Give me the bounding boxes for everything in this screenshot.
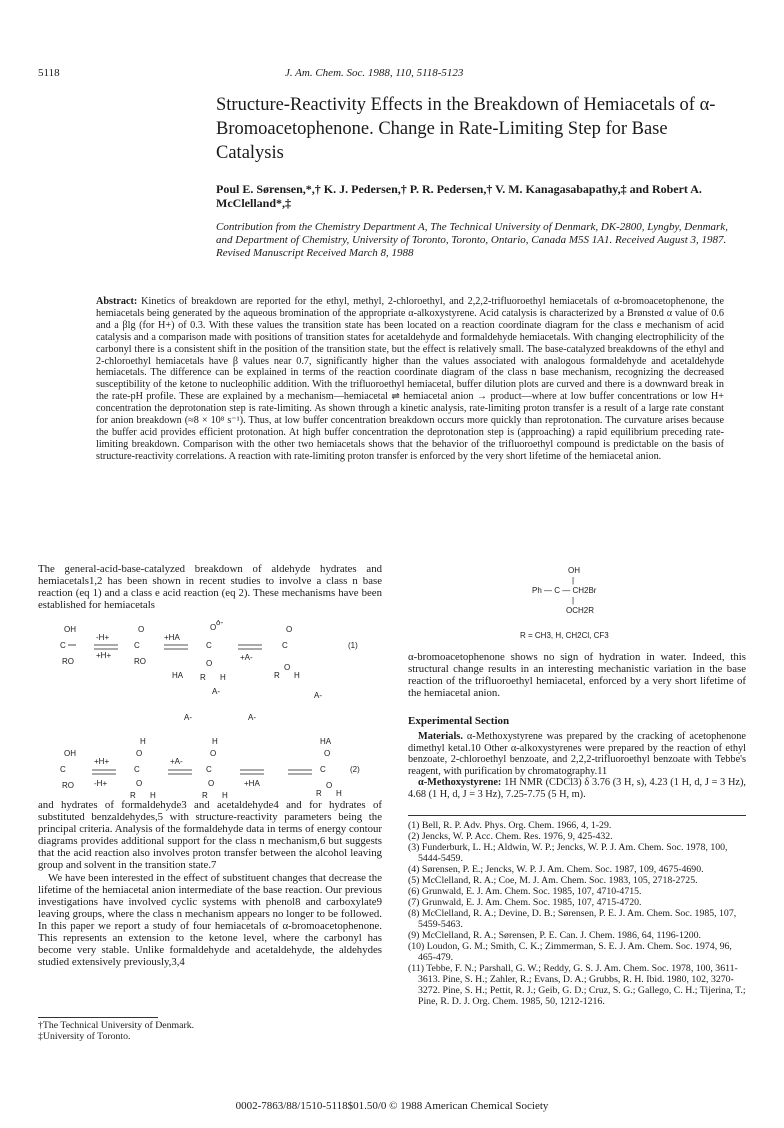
scheme-carbon: C	[320, 765, 326, 774]
section-heading: Experimental Section	[408, 715, 510, 727]
intro-paragraph: The general-acid-base-catalyzed breakdown of aldehyde hydrates and hemiacetals1,2 has been shown in recent studies to involve a class n base reaction (eq 1) and a class e acid reaction (eq 2). These mechanisms have been established for hemiacetals	[38, 563, 382, 612]
scheme-a-minus: A-	[314, 691, 322, 700]
scheme-o: O	[206, 659, 213, 668]
copyright-footer: 0002-7863/88/1510-5118$01.50/0 © 1988 American Chemical Society	[235, 1100, 549, 1112]
article-title: Structure-Reactivity Effects in the Breakdown of Hemiacetals of α-Bromoacetophenone. Change in Rate-Limiting Step for Base Catalysis	[216, 95, 716, 163]
abstract-label: Abstract:	[96, 296, 138, 307]
scheme-o: O	[136, 749, 143, 758]
scheme-o: O	[208, 779, 215, 788]
scheme-o: O	[136, 779, 143, 788]
materials-text: α-Methoxystyrene was prepared by the cracking of acetophenone dimethyl ketal.10 Other α-alkoxystyrenes were prepared by the reaction of ethyl benzoate, 2-chloroethyl benzoate, and 2,2,2-trifluoroethyl benzoate with Tebbe's reagent, with purification by chromatography.11	[408, 731, 746, 777]
structure-oh: OH	[568, 566, 580, 575]
scheme-r: R	[200, 673, 206, 682]
scheme-r: R	[316, 789, 322, 798]
scheme-ro: RO	[134, 657, 146, 666]
scheme-r: R	[202, 791, 208, 800]
scheme-delta: δ-	[216, 620, 224, 627]
scheme-o: O	[138, 625, 145, 634]
scheme-a-minus: A-	[184, 713, 192, 722]
footnote-rule	[38, 1017, 158, 1018]
references-rule	[408, 815, 746, 816]
scheme-plus-h: +H+	[96, 651, 112, 660]
scheme-carbon: C	[134, 641, 140, 650]
right-paragraph: α-bromoacetophenone shows no sign of hydration in water. Indeed, this structural change results in an interesting mechanistic variation in the base reaction of the trifluoroethyl hemiacetal, enforced by a very short lifetime of the hemiacetal anion.	[408, 651, 746, 700]
experimental-body	[408, 731, 746, 800]
scheme-o: O	[210, 623, 217, 632]
scheme-h: H	[150, 791, 156, 800]
scheme-a-minus: A-	[248, 713, 256, 722]
scheme-minus-h: -H+	[94, 779, 108, 788]
structure-line: Ph — C — CH2Br	[532, 586, 597, 595]
scheme-h: H	[212, 737, 218, 746]
materials-label: Materials.	[418, 731, 463, 742]
scheme-plus-a: +A-	[170, 757, 183, 766]
author-list: Poul E. Sørensen,*,† K. J. Pedersen,† P. R. Pedersen,† V. M. Kanagasabapathy,‡ and Robert A. McClelland*,‡	[216, 182, 702, 210]
scheme-o: O	[326, 781, 333, 790]
reference-item: (7) Grunwald, E. J. Am. Chem. Soc. 1985, 107, 4715-4720.	[408, 897, 642, 908]
hemiacetal-structure	[532, 566, 652, 616]
footnote: ‡University of Toronto.	[38, 1031, 131, 1042]
scheme-carbon: C	[60, 765, 66, 774]
scheme-oh: OH	[64, 625, 76, 634]
structure-och2r: OCH2R	[566, 606, 595, 615]
scheme-plus-ha: +HA	[244, 779, 260, 788]
abstract-text: Kinetics of breakdown are reported for the ethyl, methyl, 2-chloroethyl, and 2,2,2-trifluoroethyl hemiacetals of α-bromoacetophenone, the hemiacetals being generated by the aqueous bromination of the appropriate α-alkoxystyrene. Acid catalysis is characterized by a Brønsted α value of 0.6 and a βlg (for H+) of 0.3. With these values the transition state has been located on a reaction coordinate diagram for the class e mechanism of acid catalysis and a comparison made with positions of transition states for acetaldehyde and formaldehyde hemiacetals. With changing electrophilicity of the carbonyl there is a consistent shift in the position of the transition state, but the effect is relatively small. The base-catalyzed breakdowns of the ethyl and 2-chloroethyl hemiacetals have β values near 0.7, significantly higher than the values associated with analogous formaldehyde and acetaldehyde hemiacetals. The difference can be explained in terms of the reaction coordinate diagram of the class n base mechanism, recognizing the decreased susceptibility of the ketone to nucleophilic addition. With the trifluoroethyl hemiacetal, buffer dilution plots are curved and there is a downward break in the rate-pH profile. These are explained by a mechanism—hemiacetal ⇌ hemiacetal anion → product—where at low buffer concentrations or low H+ concentration the deprotonation step is rate-limiting. As shown through a kinetic analysis, rate-limiting proton transfer is a result of a large rate constant for anion breakdown (≈8 × 10⁸ s⁻¹). Thus, at low buffer concentration breakdown occurs more quickly than reprotonation. The curvature arises because the buffer acid provides efficient protonation. At high buffer concentration the deprotonation step is (approaching) a rapid equilibrium preceding rate-limiting breakdown. Comparison with the other two hemiacetals shows that the behavior of the trifluoroethyl compound is predictable on the basis of structure-reactivity correlations. A reaction with rate-limiting proton transfer is enforced by the very short lifetime of the hemiacetal anion.	[96, 296, 724, 462]
reference-item: (2) Jencks, W. P. Acc. Chem. Res. 1976, 9, 425-432.	[408, 831, 613, 842]
bond: |	[572, 576, 575, 585]
scheme-o: O	[324, 749, 331, 758]
reference-item: (8) McClelland, R. A.; Devine, D. B.; Sørensen, P. E. J. Am. Chem. Soc. 1985, 107, 5459-5463.	[408, 908, 737, 930]
scheme-h: H	[140, 737, 146, 746]
left-body	[38, 799, 382, 968]
reference-item: (6) Grunwald, E. J. Am. Chem. Soc. 1985, 107, 4710-4715.	[408, 886, 642, 897]
scheme-ro: RO	[62, 657, 74, 666]
nmr-label: α-Methoxystyrene:	[418, 777, 502, 788]
scheme-a-minus: A-	[212, 687, 220, 696]
scheme-o: O	[284, 663, 291, 672]
reference-item: (9) McClelland, R. A.; Sørensen, P. E. Can. J. Chem. 1986, 64, 1196-1200.	[408, 930, 701, 941]
scheme-ha: HA	[320, 737, 332, 746]
scheme-h: H	[336, 789, 342, 798]
footnote: †The Technical University of Denmark.	[38, 1020, 195, 1031]
scheme-h: H	[222, 791, 228, 800]
scheme-r: R	[274, 671, 280, 680]
scheme-r: R	[130, 791, 136, 800]
reference-item: (1) Bell, R. P. Adv. Phys. Org. Chem. 1966, 4, 1-29.	[408, 820, 612, 831]
materials-paragraph	[408, 731, 746, 777]
affiliation-footnotes	[38, 1020, 382, 1042]
body-paragraph: We have been interested in the effect of substituent changes that decrease the lifetime of the hemiacetal anion intermediate of the base reaction. Our previous investigations have involved cyclic systems with phenol8 and carboxylate9 leaving groups, where the class n mechanism appears no longer to be followed. In this paper we report a study of four hemiacetals of α-bromoacetophenone. This represents an extension to the ketone level, where the carbonyl has become very stable. Unlike formaldehyde and acetaldehyde, the aldehydes studied extensively previously,3,4	[38, 871, 382, 969]
abstract	[96, 296, 724, 463]
reference-item: (10) Loudon, G. M.; Smith, C. K.; Zimmerman, S. E. J. Am. Chem. Soc. 1974, 96, 465-479.	[408, 941, 732, 963]
eq1-label: (1)	[348, 641, 358, 650]
page-number: 5118	[38, 67, 60, 79]
scheme-o: O	[286, 625, 293, 634]
affiliation: Contribution from the Chemistry Department A, The Technical University of Denmark, DK-2800, Lyngby, Denmark, and Department of Chemistry, University of Toronto, Toronto, Ontario, Canada M5S 1A1. Received August 3, 1987. Revised Manuscript Received March 8, 1988	[216, 221, 728, 259]
reference-list	[408, 820, 746, 1007]
scheme-o: O	[210, 749, 217, 758]
reference-item: (11) Tebbe, F. N.; Parshall, G. W.; Reddy, G. S. J. Am. Chem. Soc. 1978, 100, 3611-3613. Pine, S. H.; Zahler, R.; Evans, D. A.; Grubbs, R. H. Ibid. 1980, 102, 3270-3272. Pine, S. H.; Pettit, R. J.; Geib, G. D.; Cruz, S. G.; Gallego, C. H.; Tijerina, T.; Pine, R. D. J. Org. Chem. 1985, 50, 1212-1216.	[408, 963, 746, 1007]
scheme-plus-h: +H+	[94, 757, 110, 766]
scheme-h: H	[220, 673, 226, 682]
scheme-carbon: C	[206, 641, 212, 650]
reference-item: (5) McClelland, R. A.; Coe, M. J. Am. Chem. Soc. 1983, 105, 2718-2725.	[408, 875, 698, 886]
scheme-oh: OH	[64, 749, 76, 758]
body-paragraph: and hydrates of formaldehyde3 and acetaldehyde4 and for hydrates of substituted benzaldehydes,5 with structure-reactivity parameters being the principal criteria. Analysis of the formaldehyde data in terms of energy contour diagrams provides additional support for the class n mechanism,6 but suggests that the acid reaction also involves proton transfer between the alcohol leaving group and solvent in the transition state.7	[38, 799, 382, 872]
scheme-h: H	[294, 671, 300, 680]
scheme-carbon: C	[60, 641, 66, 650]
nmr-text: 1H NMR (CDCl3) δ 3.76 (3 H, s), 4.23 (1 H, d, J = 3 Hz), 4.68 (1 H, d, J = 3 Hz), 7.25-7.75 (5 H, m).	[408, 777, 747, 800]
scheme-ro: RO	[62, 781, 74, 790]
journal-citation: J. Am. Chem. Soc. 1988, 110, 5118-5123	[285, 67, 464, 79]
scheme-carbon: C	[282, 641, 288, 650]
scheme-minus-h: -H+	[96, 633, 110, 642]
scheme-ha: HA	[172, 671, 184, 680]
eq2-label: (2)	[350, 765, 360, 774]
bond: |	[572, 596, 575, 605]
reference-item: (4) Sørensen, P. E.; Jencks, W. P. J. Am. Chem. Soc. 1987, 109, 4675-4690.	[408, 864, 704, 875]
scheme-carbon: C	[134, 765, 140, 774]
structure-caption: R = CH3, H, CH2Cl, CF3	[520, 631, 609, 640]
reference-item: (3) Funderburk, L. H.; Aldwin, W. P.; Jencks, W. P. J. Am. Chem. Soc. 1978, 100, 5444-5459.	[408, 842, 728, 864]
scheme-plus-a: +A-	[240, 653, 253, 662]
scheme-carbon: C	[206, 765, 212, 774]
nmr-paragraph	[408, 777, 746, 800]
scheme-plus-ha: +HA	[164, 633, 180, 642]
reaction-scheme	[60, 620, 370, 800]
